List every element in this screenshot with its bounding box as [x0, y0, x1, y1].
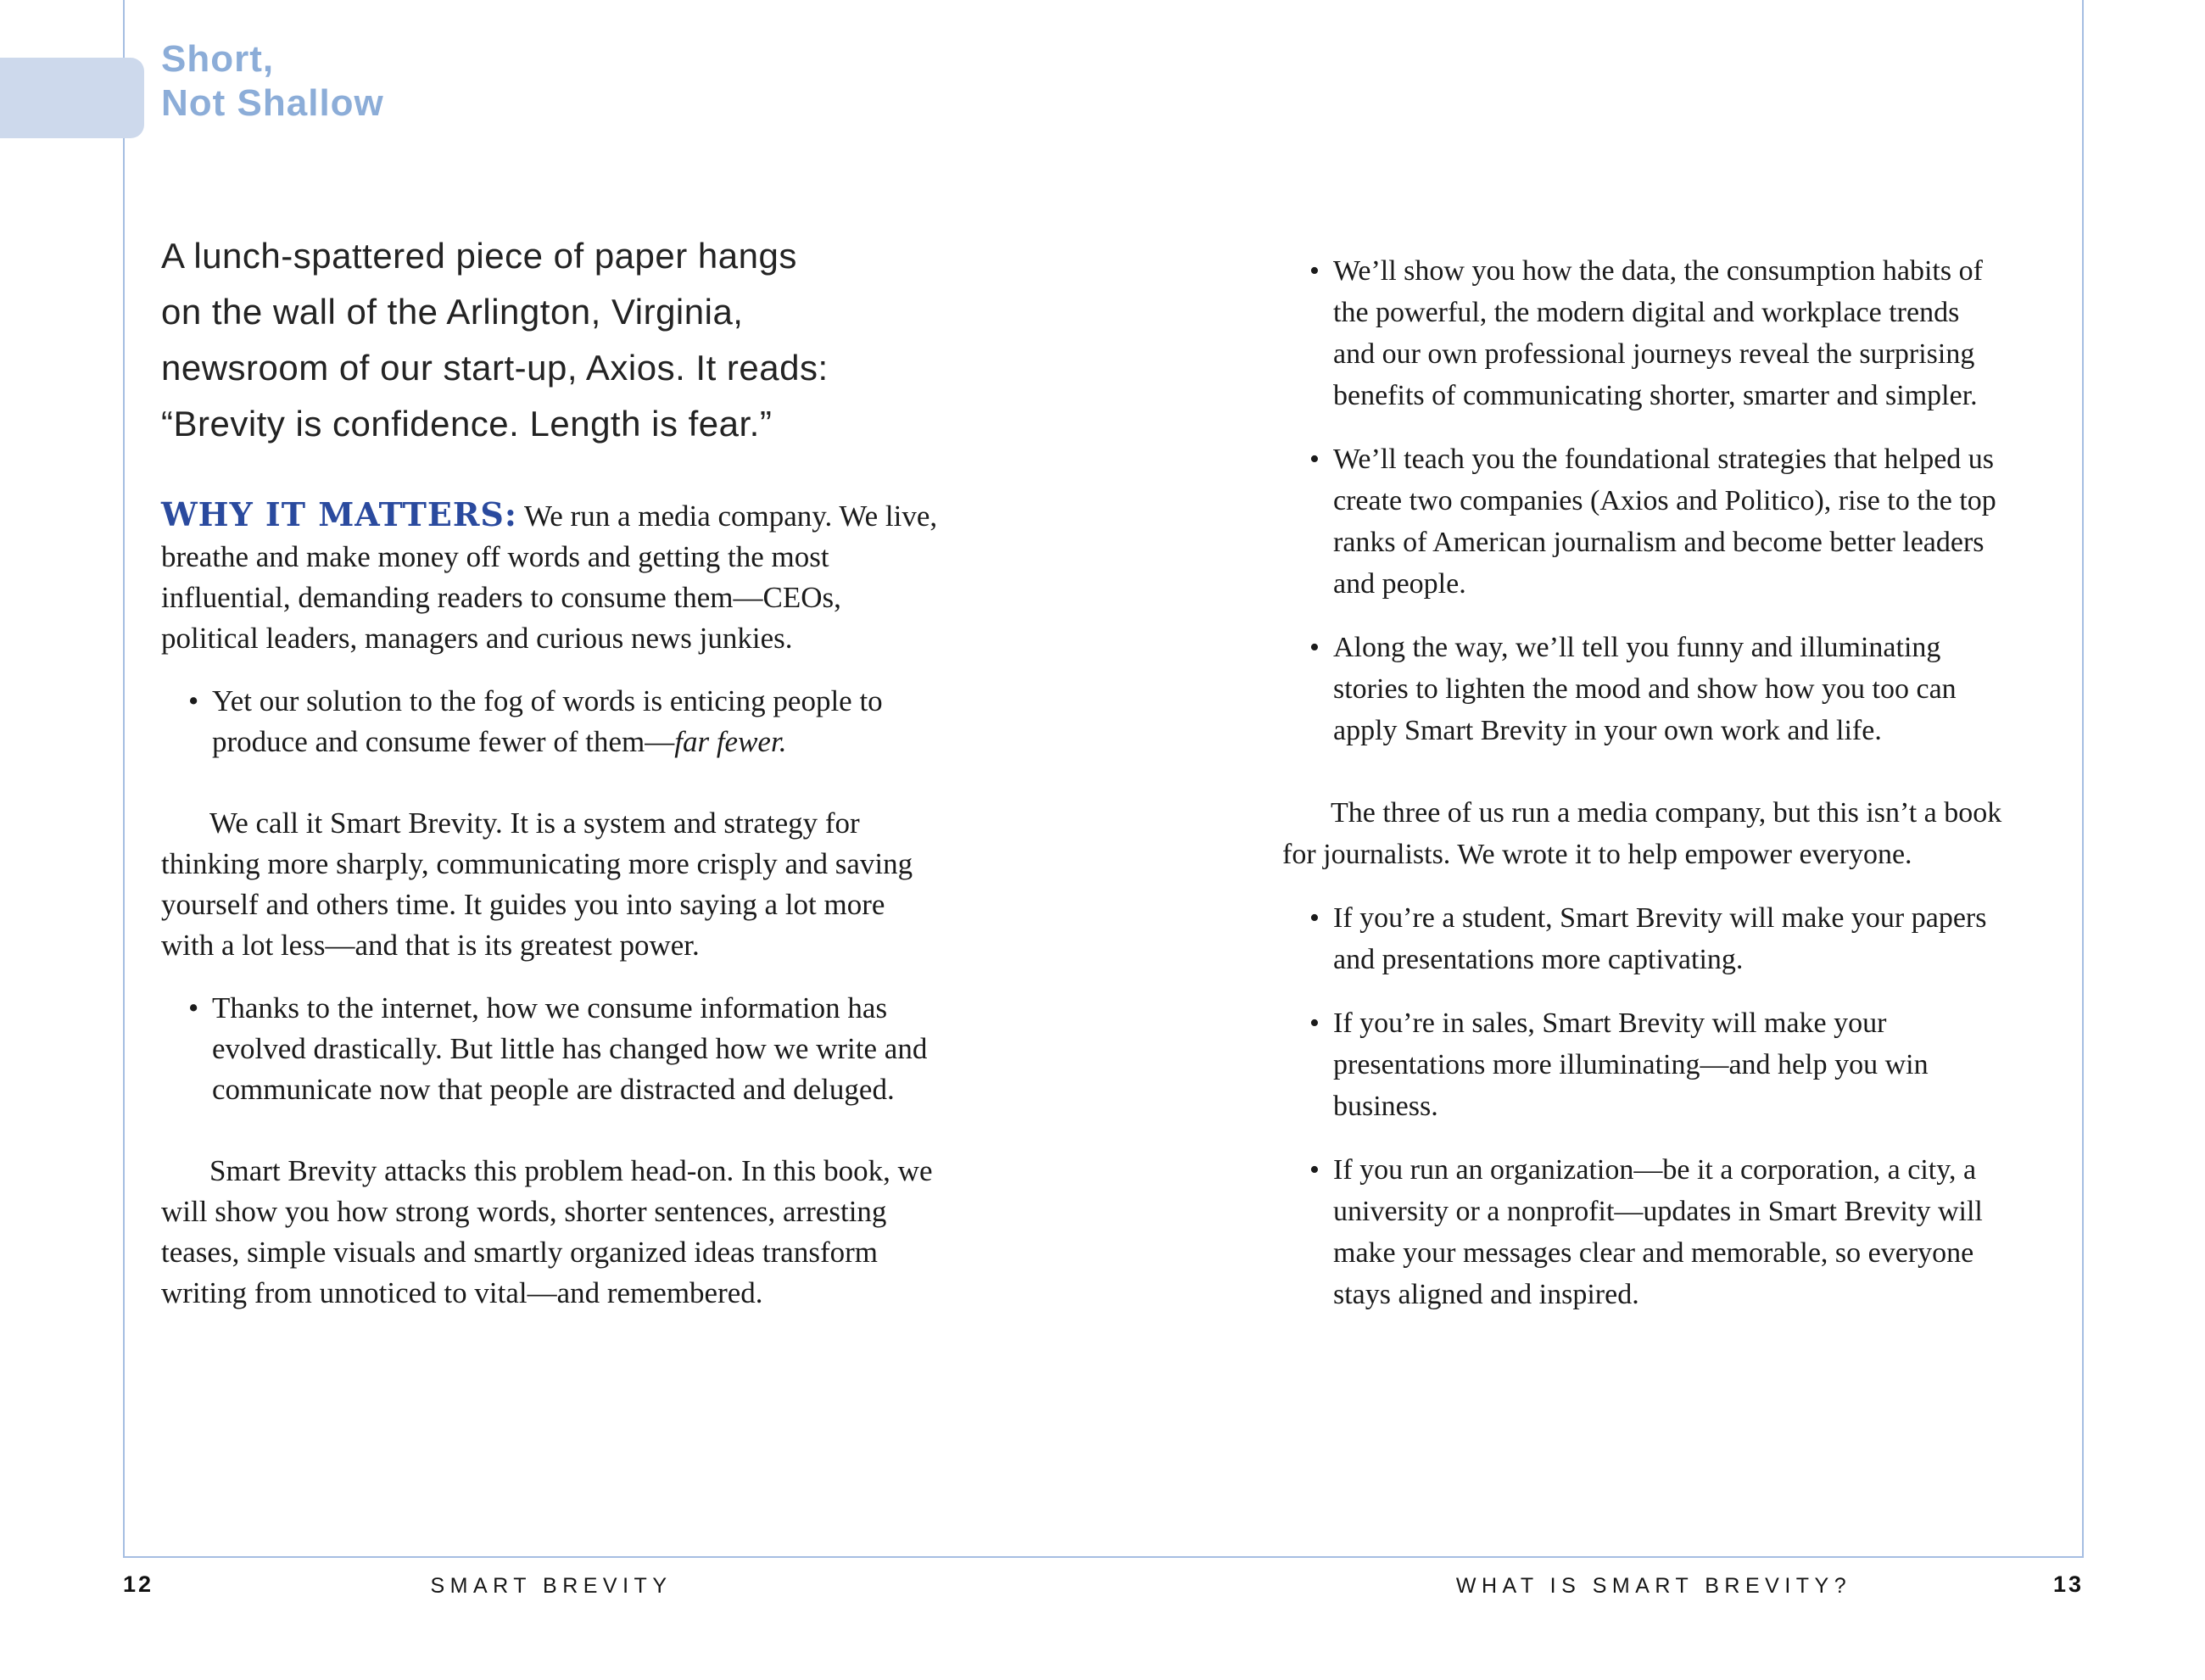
bullet-item — [1282, 438, 2003, 605]
right-page-column — [1282, 228, 2003, 1315]
running-footer-right: WHAT IS SMART BREVITY? — [1455, 1574, 1852, 1598]
bullet-item — [161, 988, 941, 1110]
bullet-icon: • — [188, 991, 199, 1024]
page-number-right: 13 — [2052, 1571, 2084, 1597]
bullet-text: If you’re in sales, Smart Brevity will make your presentations more illuminating—and help you win business. — [1333, 1007, 1929, 1122]
intro-paragraph — [161, 228, 941, 452]
bullet-text: Yet our solution to the fog of words is enticing people to produce and consume fewer of them— — [212, 684, 883, 758]
why-it-matters-text: We run a media company. We live, breathe and make money off words and getting the most influential, demanding readers to consume them—CEOs, political leaders, managers and curious news junkies. — [161, 500, 938, 655]
chapter-title-line-2: Not Shallow — [161, 82, 384, 124]
body-paragraph: The three of us run a media company, but this isn’t a book for journalists. We wrote it to help empower everyone. — [1282, 797, 2002, 870]
page-number-left: 12 — [123, 1571, 154, 1597]
chapter-title — [161, 37, 384, 126]
running-footer-left: SMART BREVITY — [430, 1574, 673, 1598]
bullet-icon: • — [1309, 1007, 1320, 1039]
bullet-text: Along the way, we’ll tell you funny and illuminating stories to lighten the mood and show how you too can apply Smart Brevity in your own work and life. — [1333, 632, 1957, 746]
chapter-title-line-1: Short, — [161, 38, 275, 80]
border-line-bottom — [123, 1556, 2084, 1558]
body-paragraph: Smart Brevity attacks this problem head-on. In this book, we will show you how strong words, shorter sentences, arresting teases, simple visuals and smartly organized ideas transform writing from unnoticed to vital—and remembered. — [161, 1154, 933, 1309]
why-it-matters-paragraph — [161, 494, 941, 659]
bullet-text: If you’re a student, Smart Brevity will make your papers and presentations more captivating. — [1333, 902, 1987, 975]
bullet-icon: • — [1309, 255, 1320, 287]
bullet-text-italic: far fewer. — [674, 725, 787, 758]
border-line-right — [2082, 0, 2084, 1557]
bullet-icon: • — [1309, 632, 1320, 663]
bullet-item — [1282, 1149, 2003, 1315]
bullet-icon: • — [1309, 1154, 1320, 1186]
left-page-column — [161, 228, 941, 1314]
border-line-left — [123, 0, 125, 1557]
bullet-text: We’ll teach you the foundational strategies that helped us create two companies (Axios and Politico), rise to the top ranks of American journalism and become better leaders and people. — [1333, 444, 1996, 600]
bullet-item — [161, 681, 941, 762]
bullet-item — [1282, 1002, 2003, 1127]
bullet-text: We’ll show you how the data, the consumption habits of the powerful, the modern digital and workplace trends and our own professional journeys reveal the surprising benefits of communicating shorter, smarter and simpler. — [1333, 255, 1983, 411]
bullet-text: Thanks to the internet, how we consume information has evolved drastically. But little has changed how we write and communicate now that people are distracted and deluged. — [212, 991, 928, 1106]
bullet-icon: • — [1309, 444, 1320, 475]
intro-line-4: “Brevity is confidence. Length is fear.” — [161, 404, 773, 444]
bullet-icon: • — [188, 684, 199, 717]
bullet-item — [1282, 897, 2003, 980]
bullet-item — [1282, 250, 2003, 416]
body-paragraph: We call it Smart Brevity. It is a system and strategy for thinking more sharply, communicating more crisply and saving yourself and others time. It guides you into saying a lot more with a lot less—and that is its greatest power. — [161, 807, 913, 962]
chapter-tab — [0, 58, 144, 138]
intro-line-1: A lunch-spattered piece of paper hangs — [161, 236, 797, 276]
bullet-text: If you run an organization—be it a corporation, a city, a university or a nonprofit—updates in Smart Brevity will make your messages clear and memorable, so everyone stays aligned and inspired. — [1333, 1154, 1983, 1310]
intro-line-2: on the wall of the Arlington, Virginia, — [161, 292, 744, 332]
intro-line-3: newsroom of our start-up, Axios. It reads: — [161, 348, 829, 388]
bullet-icon: • — [1309, 902, 1320, 934]
why-it-matters-label: WHY IT MATTERS: — [161, 495, 517, 533]
bullet-item — [1282, 627, 2003, 751]
